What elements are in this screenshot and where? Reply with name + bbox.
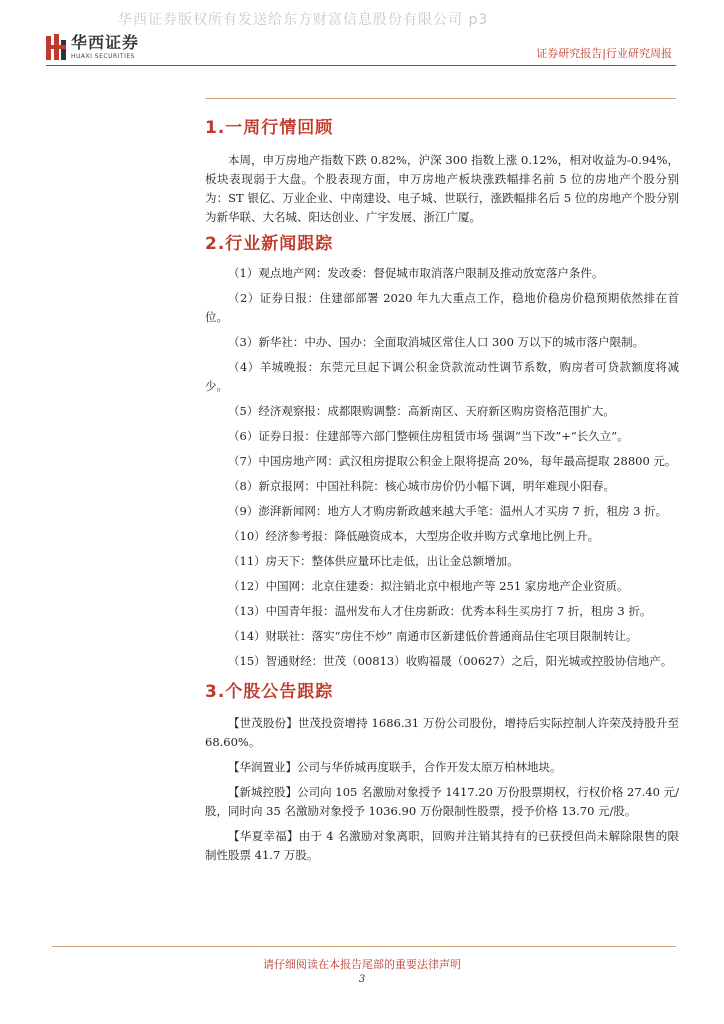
footer-divider (52, 946, 676, 947)
announcement-item: 【世茂股份】世茂投资增持 1686.31 万份公司股份，增持后实际控制人许荣茂持股升至 68.60%。 (205, 716, 679, 749)
news-item: （2）证券日报：住建部部署 2020 年九大重点工作，稳地价稳房价稳预期依然排在首位。 (205, 291, 679, 324)
news-item: （10）经济参考报：降低融资成本，大型房企收并购方式拿地比例上升。 (228, 529, 600, 543)
announcement-item: 【新城控股】公司向 105 名激励对象授予 1417.20 万份股票期权，行权价格 27.40 元/股，同时向 35 名激励对象授予 1036.90 万份限制性股票，授予价格 13.70 元/股。 (205, 785, 679, 818)
news-item: （3）新华社：中办、国办：全面取消城区常住人口 300 万以下的城市落户限制。 (228, 335, 645, 349)
logo-english-name: HUAXI SECURITIES (71, 52, 135, 60)
news-item: （7）中国房地产网：武汉租房提取公积金上限将提高 20%，每年最高提取 28800 元。 (228, 454, 677, 468)
announcement-item: 【华润置业】公司与华侨城再度联手，合作开发太原万柏林地块。 (228, 760, 562, 774)
report-type-label: 证券研究报告|行业研究周报 (536, 47, 672, 60)
stock-announcement-list (205, 714, 679, 865)
section-title-market-review: 1.一周行情回顾 (205, 118, 334, 138)
content-top-divider (205, 98, 676, 99)
news-item: （14）财联社：落实“房住不炒” 南通市区新建低价普通商品住宅项目限制转让。 (228, 629, 638, 643)
news-item: （8）新京报网：中国社科院：核心城市房价仍小幅下调，明年难现小阳春。 (228, 479, 615, 493)
industry-news-list (205, 264, 679, 671)
news-item: （15）智通财经：世茂（00813）收购福晟（00627）之后，阳光城或控股协信地产。 (228, 654, 673, 668)
section-title-industry-news: 2.行业新闻跟踪 (205, 234, 334, 254)
announcement-item: 【华夏幸福】由于 4 名激励对象离职，回购并注销其持有的已获授但尚未解除限售的限制性股票 41.7 万股。 (205, 829, 679, 862)
legal-disclaimer-note: 请仔细阅读在本报告尾部的重要法律声明 (263, 958, 461, 971)
news-item: （13）中国青年报：温州发布人才住房新政：优秀本科生买房打 7 折，租房 3 折。 (228, 604, 652, 618)
news-item: （1）观点地产网：发改委：督促城市取消落户限制及推动放宽落户条件。 (228, 266, 604, 280)
watermark-text: 华西证券版权所有发送给东方财富信息股份有限公司 p3 (118, 12, 489, 28)
news-item: （4）羊城晚报：东莞元旦起下调公积金贷款流动性调节系数，购房者可贷款额度将减少。 (205, 360, 679, 393)
news-item: （6）证券日报：住建部等六部门整顿住房租赁市场 强调“当下改”+“长久立”。 (228, 429, 629, 443)
logo-chinese-name: 华西证券 (71, 32, 140, 52)
huaxi-logo-icon (46, 34, 66, 60)
news-item: （5）经济观察报：成都限购调整：高新南区、天府新区购房资格范围扩大。 (228, 404, 615, 418)
page-number: 3 (358, 974, 366, 985)
company-logo (46, 34, 139, 60)
report-body (205, 104, 679, 871)
header-divider (46, 65, 676, 66)
news-item: （11）房天下：整体供应量环比走低，出让金总额增加。 (228, 554, 519, 568)
news-item: （9）澎湃新闻网：地方人才购房新政越来越大手笔：温州人才买房 7 折，租房 3 折。 (228, 504, 668, 518)
market-review-paragraph: 本周，申万房地产指数下跌 0.82%，沪深 300 指数上涨 0.12%，相对收益为-0.94%，板块表现弱于大盘。个股表现方面，申万房地产板块涨跌幅排名前 5 位的房地产个股分别为：ST 银亿、万业企业、中南建设、电子城、世联行，涨跌幅排名后 5 位的房地产个股分别为新华联、大名城、阳达创业、广宇发展、浙江广厦。 (205, 153, 679, 224)
section-title-stock-announcements: 3.个股公告跟踪 (205, 682, 334, 702)
news-item: （12）中国网：北京住建委：拟注销北京中根地产等 251 家房地产企业资质。 (228, 579, 629, 593)
